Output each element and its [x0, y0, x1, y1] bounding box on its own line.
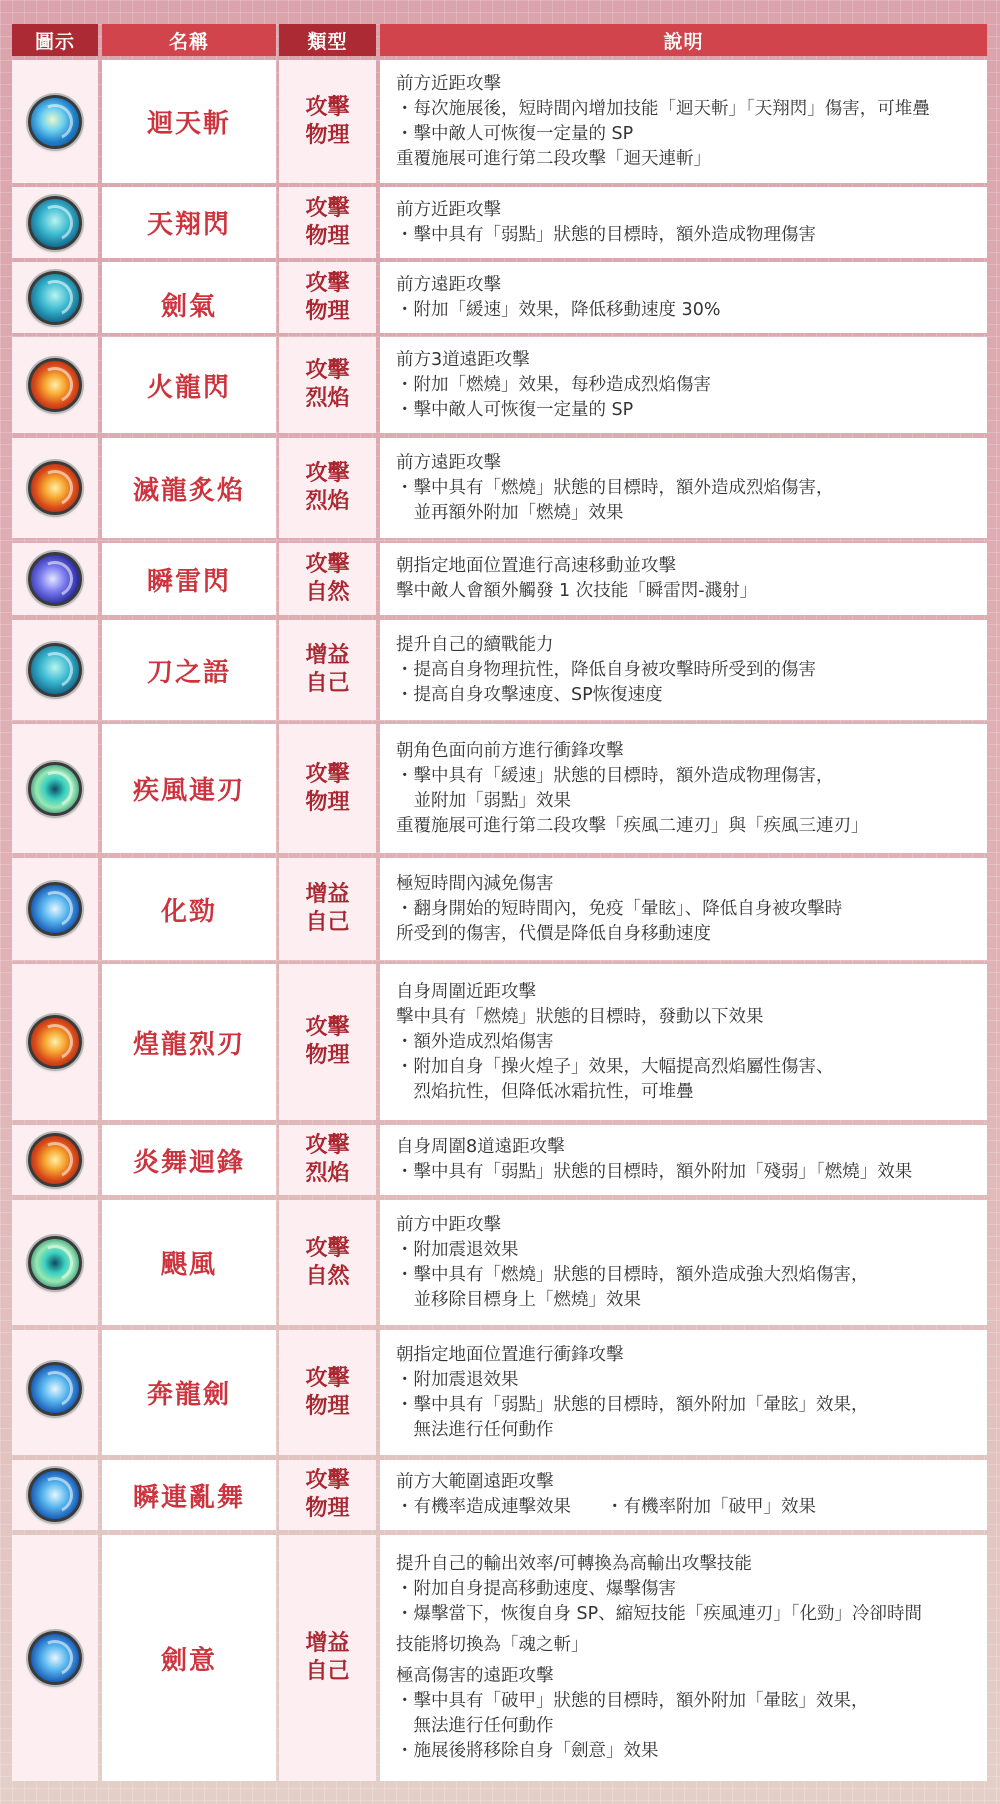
- green-whirlwind-icon: [28, 1236, 82, 1290]
- description-cell: [380, 543, 987, 615]
- skill-element: 自然: [305, 1263, 350, 1289]
- skill-category: 攻擊: [305, 358, 350, 383]
- header-icon: 圖示: [12, 24, 98, 56]
- type-cell: [279, 60, 376, 183]
- type-cell: [279, 1125, 376, 1195]
- description-cell: [380, 1535, 987, 1781]
- skill-category: 攻擊: [305, 552, 350, 577]
- type-cell: [279, 1460, 376, 1530]
- description-line: 並再額外附加「燃燒」效果: [396, 502, 624, 523]
- skill-element: 烈焰: [305, 489, 350, 514]
- icon-cell: [12, 620, 98, 720]
- icon-cell: [12, 543, 98, 615]
- description-line: ・擊中具有「燃燒」狀態的目標時，額外造成烈焰傷害，: [396, 477, 834, 498]
- table-row: [12, 620, 988, 720]
- skill-name: 火龍閃: [146, 372, 231, 403]
- name-cell: [102, 724, 276, 853]
- type-cell: [279, 858, 376, 960]
- description-line: 極高傷害的遠距攻擊: [396, 1666, 554, 1686]
- skill-category: 增益: [305, 882, 350, 907]
- description-line: 擊中敵人會額外觸發 1 次技能「瞬雷閃-濺射」: [396, 581, 758, 601]
- description-line: ・翻身開始的短時間內，免疫「暈眩」、降低自身被攻擊時: [396, 898, 843, 919]
- katana-charge-icon: [28, 1362, 82, 1416]
- description-line: ・擊中具有「弱點」狀態的目標時，額外附加「殘弱」「燃燒」效果: [396, 1162, 913, 1182]
- name-cell: [102, 1125, 276, 1195]
- description-cell: [380, 1125, 987, 1195]
- table-row: [12, 858, 988, 960]
- description-line: ・擊中具有「燃燒」狀態的目標時，額外造成強大烈焰傷害，: [396, 1264, 869, 1285]
- icon-cell: [12, 337, 98, 433]
- table-row: [12, 1200, 988, 1325]
- skill-category: 攻擊: [305, 1468, 350, 1493]
- table-row: [12, 543, 988, 615]
- description-line: ・附加自身提高移動速度、爆擊傷害: [396, 1579, 676, 1599]
- header-description: 說明: [380, 24, 987, 56]
- description-line: ・附加震退效果: [396, 1239, 519, 1260]
- icon-cell: [12, 1330, 98, 1455]
- icon-cell: [12, 438, 98, 538]
- katana-slash-icon: [28, 1468, 82, 1522]
- skill-element: 烈焰: [305, 386, 350, 411]
- description-cell: [380, 724, 987, 853]
- name-cell: [102, 1535, 276, 1781]
- sword-wave-icon: [28, 271, 82, 325]
- description-line: 自身周圍近距攻擊: [396, 981, 536, 1002]
- skill-element: 物理: [305, 122, 350, 148]
- fire-dragon-icon: [28, 358, 82, 412]
- name-cell: [102, 1460, 276, 1530]
- name-cell: [102, 858, 276, 960]
- type-cell: [279, 543, 376, 615]
- name-cell: [102, 60, 276, 183]
- dashing-figure-icon: [28, 762, 82, 816]
- name-cell: [102, 262, 276, 333]
- description-line: ・爆擊當下，恢復自身 SP、縮短技能「疾風連刃」「化勁」冷卻時間: [396, 1604, 922, 1624]
- type-cell: [279, 1200, 376, 1325]
- burst-figure-icon: [28, 882, 82, 936]
- skill-element: 自己: [305, 910, 350, 935]
- table-row: [12, 438, 988, 538]
- description-cell: [380, 337, 987, 433]
- skill-element: 物理: [305, 1496, 350, 1521]
- description-line: 前方遠距攻擊: [396, 452, 501, 473]
- description-line: ・附加「燃燒」效果，每秒造成烈焰傷害: [396, 374, 711, 395]
- icon-cell: [12, 262, 98, 333]
- icon-cell: [12, 724, 98, 853]
- skill-element: 自己: [305, 671, 350, 696]
- skill-element: 物理: [305, 223, 350, 249]
- lightning-dash-icon: [28, 552, 82, 606]
- table-row: [12, 1125, 988, 1195]
- type-cell: [279, 1535, 376, 1781]
- table-row: [12, 1535, 988, 1781]
- table-row: [12, 1460, 988, 1530]
- description-cell: [380, 438, 987, 538]
- description-line: ・每次施展後，短時間內增加技能「迴天斬」「天翔閃」傷害，可堆疊: [396, 98, 930, 119]
- description-cell: [380, 858, 987, 960]
- name-cell: [102, 337, 276, 433]
- table-row: [12, 337, 988, 433]
- description-cell: [380, 187, 987, 258]
- description-cell: [380, 262, 987, 333]
- icon-cell: [12, 858, 98, 960]
- leaping-figure-icon: [28, 196, 82, 250]
- swirl-wind-icon: [28, 95, 82, 149]
- type-cell: [279, 337, 376, 433]
- description-line: 無法進行任何動作: [396, 1716, 554, 1736]
- description-cell: [380, 620, 987, 720]
- description-line: 自身周圍8道遠距攻擊: [396, 1137, 565, 1157]
- description-cell: [380, 1460, 987, 1530]
- type-cell: [279, 964, 376, 1120]
- flame-blade-icon: [28, 461, 82, 515]
- type-cell: [279, 620, 376, 720]
- name-cell: [102, 620, 276, 720]
- skill-name: 刀之語: [146, 657, 231, 688]
- icon-cell: [12, 60, 98, 183]
- sword-intent-figure-icon: [28, 1631, 82, 1685]
- skill-name: 劍意: [160, 1645, 217, 1676]
- skill-name: 煌龍烈刃: [132, 1029, 245, 1060]
- description-line: ・有機率造成連擊效果 ・有機率附加「破甲」效果: [396, 1497, 816, 1517]
- description-line: ・擊中敵人可恢復一定量的 SP: [396, 399, 634, 420]
- skill-element: 物理: [305, 1043, 350, 1068]
- description-line: 前方近距攻擊: [396, 199, 501, 220]
- description-line: ・附加「緩速」效果，降低移動速度 30%: [396, 299, 721, 320]
- description-line: 提升自己的續戰能力: [396, 634, 554, 655]
- description-line: 朝角色面向前方進行衝鋒攻擊: [396, 740, 624, 761]
- table-row: [12, 724, 988, 853]
- description-line: 並移除目標身上「燃燒」效果: [396, 1289, 641, 1310]
- table-row: [12, 1330, 988, 1455]
- description-line: 前方3道遠距攻擊: [396, 349, 530, 370]
- header-type: 類型: [279, 24, 376, 56]
- description-line: 無法進行任何動作: [396, 1419, 554, 1440]
- skill-element: 自然: [305, 580, 350, 605]
- skill-name: 瞬雷閃: [146, 566, 231, 597]
- type-cell: [279, 262, 376, 333]
- description-line: ・擊中具有「弱點」狀態的目標時，額外附加「暈眩」效果，: [396, 1394, 869, 1415]
- skill-name: 劍氣: [160, 292, 217, 322]
- description-line: 極短時間內減免傷害: [396, 873, 554, 894]
- description-line: 前方遠距攻擊: [396, 274, 501, 295]
- name-cell: [102, 964, 276, 1120]
- skill-category: 增益: [305, 1631, 350, 1656]
- type-cell: [279, 1330, 376, 1455]
- skill-element: 烈焰: [305, 1161, 350, 1186]
- skill-category: 攻擊: [305, 195, 350, 221]
- skill-category: 攻擊: [305, 1015, 350, 1040]
- name-cell: [102, 1330, 276, 1455]
- skill-name: 颶風: [160, 1250, 217, 1280]
- description-line: 烈焰抗性，但降低冰霜抗性，可堆疊: [396, 1081, 694, 1102]
- description-line: ・額外造成烈焰傷害: [396, 1031, 554, 1052]
- skill-name: 瞬連亂舞: [132, 1482, 245, 1513]
- skill-name: 天翔閃: [146, 210, 231, 240]
- description-line: ・擊中具有「破甲」狀態的目標時，額外附加「暈眩」效果，: [396, 1691, 869, 1711]
- type-cell: [279, 187, 376, 258]
- table-row: [12, 964, 988, 1120]
- description-line: ・附加震退效果: [396, 1369, 519, 1390]
- name-cell: [102, 187, 276, 258]
- description-line: ・附加自身「操火煌子」效果，大幅提高烈焰屬性傷害、: [396, 1056, 834, 1077]
- skill-category: 攻擊: [305, 1133, 350, 1158]
- skill-name: 奔龍劍: [146, 1380, 231, 1410]
- skill-category: 攻擊: [305, 761, 350, 787]
- description-line: 前方中距攻擊: [396, 1214, 501, 1235]
- skill-name: 迴天斬: [146, 109, 231, 139]
- name-cell: [102, 438, 276, 538]
- skill-element: 物理: [305, 789, 350, 815]
- description-cell: [380, 60, 987, 183]
- description-line: 前方近距攻擊: [396, 73, 501, 94]
- description-line: 擊中具有「燃燒」狀態的目標時，發動以下效果: [396, 1006, 764, 1027]
- description-line: 重覆施展可進行第二段攻擊「迴天連斬」: [396, 148, 711, 169]
- table-row: [12, 187, 988, 258]
- name-cell: [102, 1200, 276, 1325]
- skill-category: 攻擊: [305, 1235, 350, 1261]
- skill-name: 疾風連刃: [132, 776, 245, 806]
- skill-element: 自己: [305, 1659, 350, 1684]
- description-line: ・擊中敵人可恢復一定量的 SP: [396, 123, 634, 144]
- icon-cell: [12, 1535, 98, 1781]
- skill-element: 物理: [305, 1393, 350, 1419]
- name-cell: [102, 543, 276, 615]
- table-row: [12, 60, 988, 183]
- description-line: ・擊中具有「弱點」狀態的目標時，額外造成物理傷害: [396, 224, 816, 245]
- description-cell: [380, 964, 987, 1120]
- icon-cell: [12, 1200, 98, 1325]
- skill-element: 物理: [305, 298, 350, 324]
- table-row: [12, 262, 988, 333]
- skill-category: 攻擊: [305, 461, 350, 486]
- description-line: 並附加「弱點」效果: [396, 790, 571, 811]
- icon-cell: [12, 1460, 98, 1530]
- skill-name: 滅龍炙焰: [132, 475, 245, 506]
- flame-sword-icon: [28, 1015, 82, 1069]
- raised-arms-figure-icon: [28, 643, 82, 697]
- description-line: ・提高自身物理抗性，降低自身被攻擊時所受到的傷害: [396, 659, 816, 680]
- description-line: 技能將切換為「魂之斬」: [396, 1635, 589, 1655]
- description-line: 朝指定地面位置進行高速移動並攻擊: [396, 556, 676, 576]
- description-line: ・提高自身攻擊速度、SP恢復速度: [396, 684, 663, 705]
- skill-category: 增益: [305, 643, 350, 668]
- description-cell: [380, 1200, 987, 1325]
- skill-name: 化勁: [160, 896, 217, 927]
- description-line: 重覆施展可進行第二段攻擊「疾風二連刃」與「疾風三連刃」: [396, 815, 869, 836]
- type-cell: [279, 438, 376, 538]
- skill-category: 攻擊: [305, 270, 350, 296]
- header-name: 名稱: [102, 24, 276, 56]
- icon-cell: [12, 1125, 98, 1195]
- description-cell: [380, 1330, 987, 1455]
- skill-category: 攻擊: [305, 94, 350, 120]
- description-line: 朝指定地面位置進行衝鋒攻擊: [396, 1344, 624, 1365]
- fire-vortex-icon: [28, 1133, 82, 1187]
- description-line: 提升自己的輸出效率/可轉換為高輸出攻擊技能: [396, 1554, 752, 1574]
- description-line: 前方大範圍遠距攻擊: [396, 1472, 554, 1492]
- icon-cell: [12, 964, 98, 1120]
- description-line: ・擊中具有「緩速」狀態的目標時，額外造成物理傷害，: [396, 765, 834, 786]
- type-cell: [279, 724, 376, 853]
- skill-name: 炎舞迴鋒: [132, 1147, 245, 1178]
- skill-category: 攻擊: [305, 1365, 350, 1391]
- icon-cell: [12, 187, 98, 258]
- description-line: ・施展後將移除自身「劍意」效果: [396, 1741, 659, 1761]
- description-line: 所受到的傷害，代價是降低自身移動速度: [396, 923, 711, 944]
